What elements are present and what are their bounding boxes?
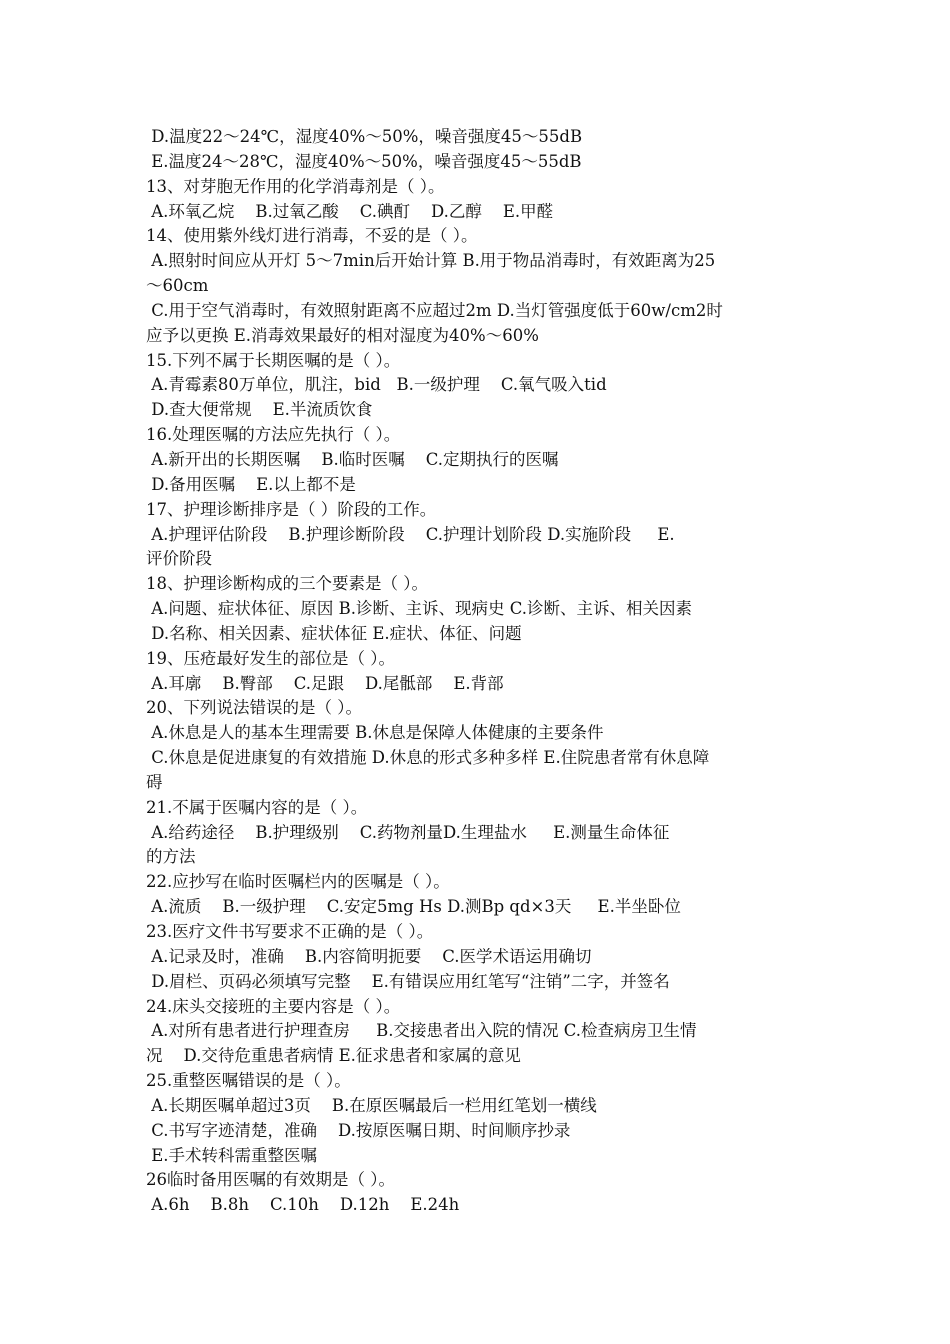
text-line: 24.床头交接班的主要内容是（ ）。	[146, 996, 401, 1016]
text-line: E.手术转科需重整医嘱	[146, 1145, 318, 1165]
text-line: C.书写字迹清楚，准确 D.按原医嘱日期、时间顺序抄录	[146, 1120, 571, 1140]
text-line: 应予以更换 E.消毒效果最好的相对湿度为40%～60%	[146, 325, 539, 345]
text-line: 评价阶段	[146, 549, 212, 569]
text-line: ～60cm	[146, 276, 209, 296]
text-line: 的方法	[146, 847, 196, 867]
text-line: 23.医疗文件书写要求不正确的是（ ）。	[146, 922, 434, 941]
text-line: D.备用医嘱 E.以上都不是	[146, 474, 356, 494]
text-line: A.6h B.8h C.10h D.12h E.24h	[146, 1195, 460, 1215]
text-line: A.耳廓 B.臀部 C.足跟 D.尾骶部 E.背部	[146, 673, 504, 693]
text-line: C.用于空气消毒时，有效照射距离不应超过2m D.当灯管强度低于60w/cm2时	[146, 300, 723, 320]
text-line: E.温度24～28℃，湿度40%～50%，噪音强度45～55dB	[146, 151, 582, 171]
text-line: 况 D.交待危重患者病情 E.征求患者和家属的意见	[146, 1046, 521, 1066]
text-line: 26临时备用医嘱的有效期是（ ）。	[146, 1170, 395, 1190]
text-line: D.眉栏、页码必须填写完整 E.有错误应用红笔写“注销”二字，并签名	[146, 971, 670, 991]
text-line: A.休息是人的基本生理需要 B.休息是保障人体健康的主要条件	[146, 723, 604, 743]
text-line: A.给药途径 B.护理级别 C.药物剂量D.生理盐水 E.测量生命体征	[146, 822, 670, 842]
text-line: 19、压疮最好发生的部位是（ ）。	[146, 648, 395, 668]
text-line: A.新开出的长期医嘱 B.临时医嘱 C.定期执行的医嘱	[146, 449, 559, 469]
text-line: 22.应抄写在临时医嘱栏内的医嘱是（ ）。	[146, 872, 450, 892]
text-line: D.名称、相关因素、症状体征 E.症状、体征、问题	[146, 623, 522, 643]
text-line: D.温度22～24℃，湿度40%～50%，噪音强度45～55dB	[146, 127, 583, 146]
text-line: 16.处理医嘱的方法应先执行（ ）。	[146, 425, 401, 445]
text-line: 17、护理诊断排序是（ ）阶段的工作。	[146, 499, 437, 519]
text-line: 18、护理诊断构成的三个要素是（ ）。	[146, 574, 428, 594]
text-line: 碍	[146, 772, 163, 792]
text-line: A.流质 B.一级护理 C.安定5mg Hs D.测Bp qd×3天 E.半坐卧位	[146, 897, 681, 917]
text-line: A.记录及时，准确 B.内容简明扼要 C.医学术语运用确切	[146, 946, 592, 966]
text-line: A.对所有患者进行护理查房 B.交接患者出入院的情况 C.检查病房卫生情	[146, 1021, 697, 1041]
text-line: 14、使用紫外线灯进行消毒，不妥的是（ ）。	[146, 226, 478, 246]
text-line: C.休息是促进康复的有效措施 D.休息的形式多种多样 E.住院患者常有休息障	[146, 748, 710, 768]
text-line: A.照射时间应从开灯 5～7min后开始计算 B.用于物品消毒时，有效距离为25	[146, 251, 716, 271]
text-line: A.长期医嘱单超过3页 B.在原医嘱最后一栏用红笔划一横线	[146, 1095, 597, 1115]
document-page	[146, 125, 812, 1218]
text-line: 15.下列不属于长期医嘱的是（ ）。	[146, 350, 401, 370]
text-line: 20、下列说法错误的是（ ）。	[146, 698, 362, 718]
text-line: 21.不属于医嘱内容的是（ ）。	[146, 797, 368, 817]
text-line: A.护理评估阶段 B.护理诊断阶段 C.护理计划阶段 D.实施阶段 E.	[146, 524, 675, 544]
text-line: A.环氧乙烷 B.过氧乙酸 C.碘酊 D.乙醇 E.甲醛	[146, 201, 554, 221]
text-line: 25.重整医嘱错误的是（ ）。	[146, 1071, 351, 1091]
text-line: D.查大便常规 E.半流质饮食	[146, 400, 373, 420]
text-line: A.青霉素80万单位，肌注，bid B.一级护理 C.氧气吸入tid	[146, 375, 607, 395]
text-line: 13、对芽胞无作用的化学消毒剂是（ ）。	[146, 176, 445, 196]
text-line: A.问题、症状体征、原因 B.诊断、主诉、现病史 C.诊断、主诉、相关因素	[146, 599, 693, 619]
